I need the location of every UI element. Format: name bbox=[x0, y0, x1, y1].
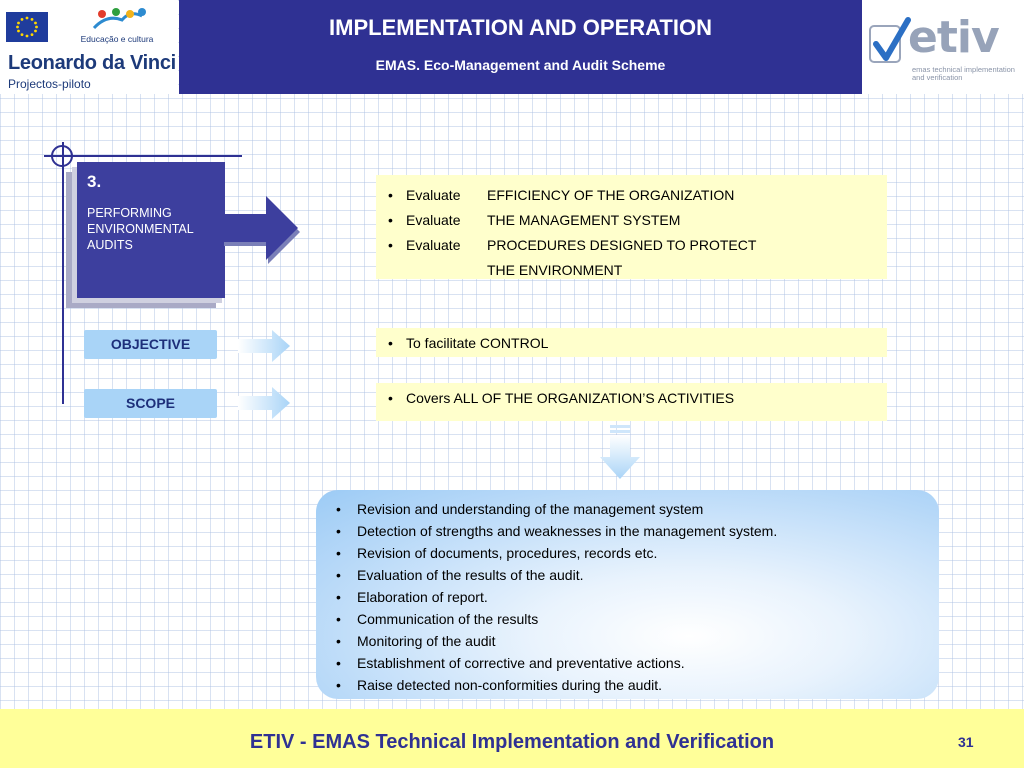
footer bbox=[0, 709, 1024, 768]
frame-line-vertical bbox=[62, 142, 64, 404]
arrow-right-icon bbox=[238, 387, 292, 419]
header-band bbox=[179, 0, 862, 94]
activities-box bbox=[316, 490, 939, 699]
evaluate-text: EFFICIENCY OF THE ORGANIZATION bbox=[487, 187, 735, 203]
bullet: • bbox=[388, 212, 393, 228]
list-item bbox=[336, 586, 777, 608]
arrow-down-icon bbox=[598, 425, 642, 481]
leonardo-da-vinci-logo bbox=[0, 0, 178, 94]
bullet: • bbox=[388, 237, 393, 253]
frame-circle bbox=[51, 145, 73, 167]
activity-text: Raise detected non-conformities during the audit. bbox=[357, 677, 663, 693]
step-title: PERFORMING ENVIRONMENTAL AUDITS bbox=[87, 206, 194, 252]
objective-label: OBJECTIVE bbox=[84, 330, 217, 359]
scope-label: SCOPE bbox=[84, 389, 217, 418]
evaluate-box bbox=[376, 175, 887, 279]
evaluate-verb: Evaluate bbox=[406, 187, 461, 203]
list-item bbox=[388, 389, 734, 407]
eu-flag-icon bbox=[6, 12, 48, 42]
activity-text: Revision and understanding of the management system bbox=[357, 501, 704, 517]
arrow-right-icon bbox=[238, 330, 292, 362]
activity-text: Evaluation of the results of the audit. bbox=[357, 567, 584, 583]
activity-text: Detection of strengths and weaknesses in the management system. bbox=[357, 523, 778, 539]
arrow-right-icon bbox=[222, 196, 302, 268]
bullet: • bbox=[336, 501, 341, 517]
bullet: • bbox=[388, 390, 393, 406]
program-subtitle: Projectos-piloto bbox=[8, 77, 91, 91]
evaluate-text: PROCEDURES DESIGNED TO PROTECT bbox=[487, 237, 757, 253]
activity-text: Revision of documents, procedures, records etc. bbox=[357, 545, 658, 561]
activity-text: Communication of the results bbox=[357, 611, 539, 627]
program-label: Educação e cultura bbox=[80, 34, 154, 44]
bullet: • bbox=[336, 655, 341, 671]
evaluate-verb: Evaluate bbox=[406, 237, 461, 253]
scope-text: Covers ALL OF THE ORGANIZATION’S ACTIVITIES bbox=[406, 390, 735, 406]
bullet: • bbox=[336, 589, 341, 605]
bullet: • bbox=[388, 335, 393, 351]
bullet: • bbox=[336, 545, 341, 561]
list-item bbox=[388, 183, 756, 208]
objective-box bbox=[376, 328, 887, 357]
activity-text: Establishment of corrective and preventative actions. bbox=[357, 655, 685, 671]
evaluate-list bbox=[388, 183, 756, 283]
evaluate-text: THE MANAGEMENT SYSTEM bbox=[487, 212, 681, 228]
footer-title: ETIV - EMAS Technical Implementation and Verification bbox=[249, 731, 775, 753]
bullet: • bbox=[336, 677, 341, 693]
activity-text: Monitoring of the audit bbox=[357, 633, 496, 649]
objective-text: To facilitate CONTROL bbox=[406, 335, 549, 351]
list-item-continuation bbox=[388, 258, 756, 283]
page-subtitle: EMAS. Eco-Management and Audit Scheme bbox=[375, 57, 666, 73]
etiv-tagline: emas technical implementation and verification bbox=[912, 65, 1015, 82]
scope-box bbox=[376, 383, 887, 421]
evaluate-verb: Evaluate bbox=[406, 212, 461, 228]
etiv-wordmark: etiv bbox=[908, 12, 999, 63]
list-item bbox=[336, 498, 777, 520]
list-item bbox=[336, 630, 777, 652]
bullet: • bbox=[336, 633, 341, 649]
activity-text: Elaboration of report. bbox=[357, 589, 488, 605]
page-title: IMPLEMENTATION AND OPERATION bbox=[329, 15, 712, 40]
bullet: • bbox=[336, 523, 341, 539]
list-item bbox=[336, 652, 777, 674]
checkmark-icon bbox=[868, 16, 912, 68]
list-item bbox=[388, 233, 756, 258]
bullet: • bbox=[336, 567, 341, 583]
list-item bbox=[336, 608, 777, 630]
list-item bbox=[336, 520, 777, 542]
frame-line-horizontal bbox=[44, 155, 242, 157]
list-item bbox=[336, 674, 777, 696]
step-box bbox=[77, 162, 225, 298]
list-item bbox=[336, 564, 777, 586]
page-number: 31 bbox=[958, 734, 974, 750]
list-item bbox=[336, 542, 777, 564]
bullet: • bbox=[388, 187, 393, 203]
evaluate-text: THE ENVIRONMENT bbox=[487, 262, 623, 278]
activities-list bbox=[336, 498, 777, 696]
list-item bbox=[388, 208, 756, 233]
etiv-logo bbox=[862, 0, 1024, 94]
step-number: 3. bbox=[87, 172, 102, 191]
bullet: • bbox=[336, 611, 341, 627]
list-item bbox=[388, 334, 548, 352]
program-title: Leonardo da Vinci bbox=[8, 52, 176, 74]
